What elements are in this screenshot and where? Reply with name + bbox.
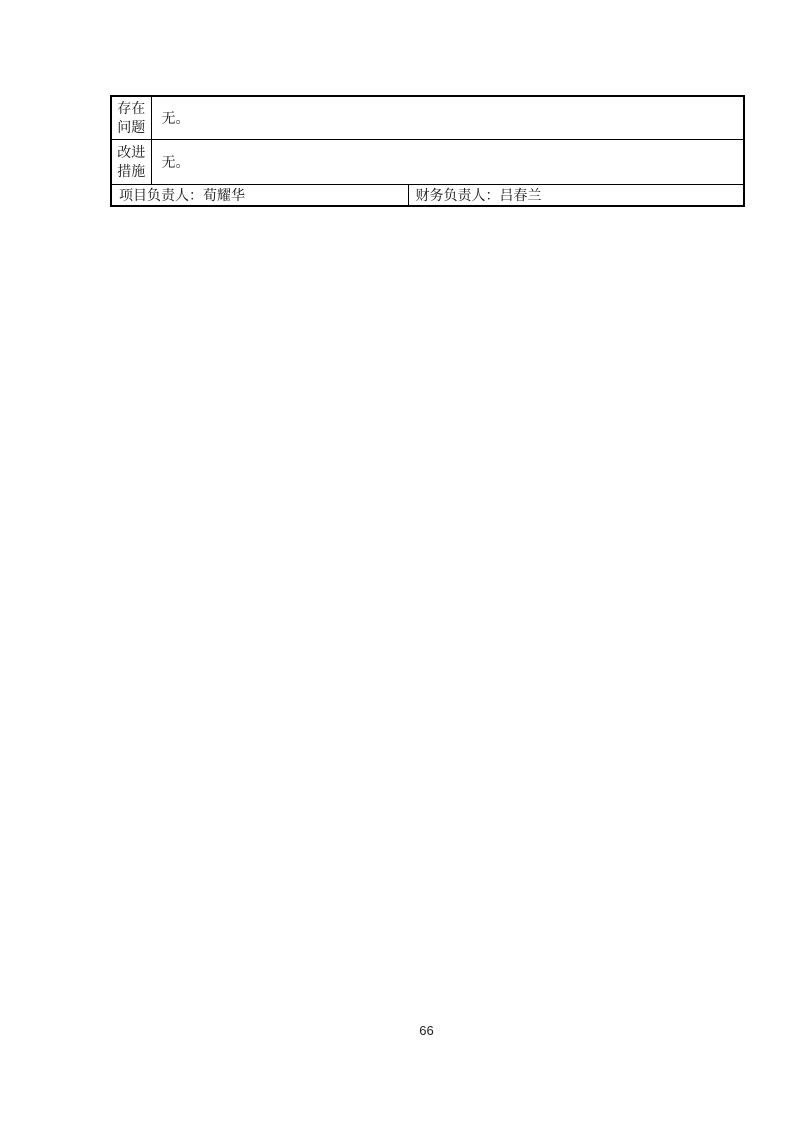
- row-label-line1: 改进: [117, 143, 146, 160]
- table-row-signatures: [111, 184, 744, 206]
- report-table: [110, 95, 745, 207]
- row-value-improvement-measures: 无。: [151, 139, 744, 184]
- row-value-existing-problems: 无。: [151, 96, 744, 139]
- finance-lead-cell: 财务负责人：吕春兰: [408, 184, 744, 206]
- table-row-existing-problems: [111, 96, 744, 139]
- row-label-line2: 措施: [117, 162, 146, 179]
- row-label-existing-problems: [111, 96, 151, 139]
- row-label-improvement-measures: [111, 139, 151, 184]
- project-lead-cell: 项目负责人：荀耀华: [111, 184, 408, 206]
- table-row-improvement-measures: [111, 139, 744, 184]
- row-label-line1: 存在: [117, 99, 146, 116]
- page-number: 66: [419, 1023, 434, 1038]
- row-label-line2: 问题: [117, 118, 146, 135]
